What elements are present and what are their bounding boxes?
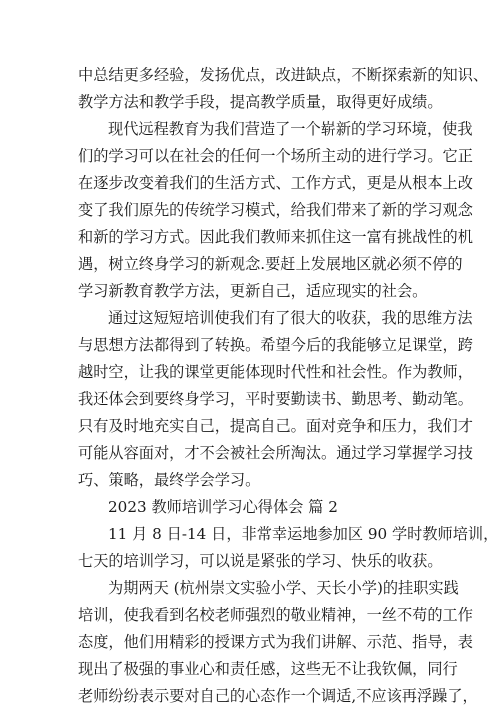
text-line: 现出了极强的事业心和责任感，这些无不让我钦佩，同行 (78, 660, 458, 678)
text-line: 学习新教育教学方法，更新自己，适应现实的社会。 (78, 282, 428, 300)
text-line: 和新的学习方式。因此我们教师来抓住这一富有挑战性的机 (78, 228, 473, 246)
paragraph-first-line: 11 月 8 日-14 日，非常幸运地参加区 90 学时教师培训， (108, 525, 499, 543)
text-line: 我还体会到要终身学习，平时要勤读书、勤思考、勤动笔。 (78, 390, 473, 408)
text-line: 变了我们原先的传统学习模式，给我们带来了新的学习观念 (78, 201, 473, 219)
text-line: 中总结更多经验，发扬优点，改进缺点，不断探索新的知识、 (78, 66, 489, 84)
text-line: 教学方法和教学手段，提高教学质量，取得更好成绩。 (78, 93, 443, 111)
text-line: 七天的培训学习，可以说是紧张的学习、快乐的收获。 (78, 552, 443, 570)
paragraph-first-line: 现代远程教育为我们营造了一个崭新的学习环境，使我 (108, 120, 473, 138)
text-line: 越时空，让我的课堂更能体现时代性和社会性。作为教师， (78, 363, 473, 381)
text-line: 可能从容面对，才不会被社会所淘汰。通过学习掌握学习技 (78, 444, 473, 462)
text-line: 在逐步改变着我们的生活方式、工作方式，更是从根本上改 (78, 174, 473, 192)
paragraph-first-line: 为期两天 (杭州崇文实验小学、天长小学)的挂职实践 (108, 579, 459, 597)
text-line: 遇，树立终身学习的新观念.要赶上发展地区就必须不停的 (78, 255, 463, 273)
text-line: 只有及时地充实自己，提高自己。面对竞争和压力，我们才 (78, 417, 473, 435)
text-line: 老师纷纷表示要对自己的心态作一个调适,不应该再浮躁了， (78, 687, 478, 705)
text-line: 巧、策略，最终学会学习。 (78, 471, 261, 489)
text-line: 培训，使我看到名校老师强烈的敬业精神，一丝不苟的工作 (78, 606, 473, 624)
section-heading: 2023 教师培训学习心得体会 篇 2 (108, 498, 338, 516)
text-line: 们的学习可以在社会的任何一个场所主动的进行学习。它正 (78, 147, 473, 165)
text-line: 与思想方法都得到了转换。希望今后的我能够立足课堂，跨 (78, 336, 473, 354)
paragraph-first-line: 通过这短短培训使我们有了很大的收获，我的思维方法 (108, 309, 473, 327)
text-line: 态度，他们用精彩的授课方式为我们讲解、示范、指导，表 (78, 633, 473, 651)
